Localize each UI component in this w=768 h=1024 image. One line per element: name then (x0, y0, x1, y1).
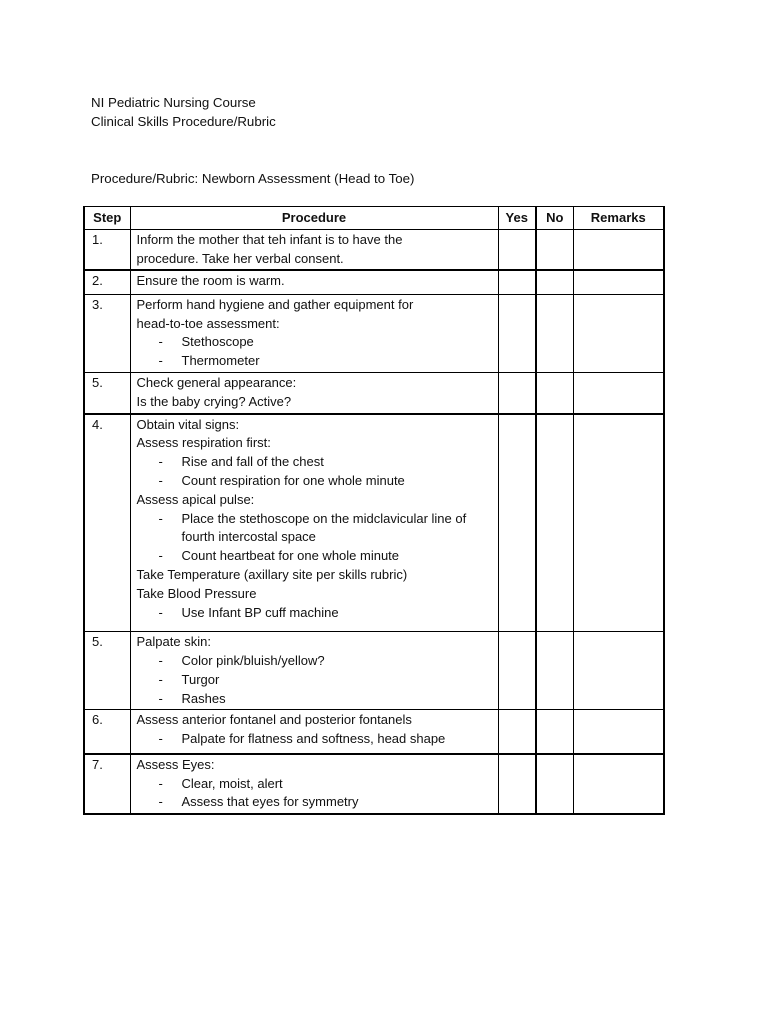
procedure-line: Obtain vital signs: (136, 416, 240, 432)
procedure-line: Is the baby crying? Active? (136, 393, 292, 409)
procedure-line: Assess Eyes: (136, 756, 215, 772)
table-row (84, 294, 664, 372)
no-cell[interactable] (536, 414, 573, 632)
procedure-bullet-item: - Turgor (137, 671, 492, 690)
procedure-title: Procedure/Rubric: Newborn Assessment (Head to Toe) (91, 171, 415, 186)
procedure-bullet-item: - Clear, moist, alert (137, 775, 492, 794)
step-number: 5. (84, 632, 130, 710)
yes-cell[interactable] (498, 294, 536, 372)
procedure-line: Take Blood Pressure (136, 585, 257, 601)
course-name: NI Pediatric Nursing Course (91, 95, 256, 110)
document-subtitle: Clinical Skills Procedure/Rubric (91, 114, 276, 129)
remarks-cell[interactable] (573, 414, 664, 632)
no-cell[interactable] (536, 710, 573, 754)
no-cell[interactable] (536, 294, 573, 372)
step-number: 4. (84, 414, 130, 632)
step-number: 2. (84, 270, 130, 294)
step-number: 5. (84, 373, 130, 414)
procedure-line: Ensure the room is warm. (136, 273, 285, 289)
yes-cell[interactable] (498, 373, 536, 414)
yes-cell[interactable] (498, 632, 536, 710)
yes-cell[interactable] (498, 710, 536, 754)
procedure-line: Assess anterior fontanel and posterior fontanels (136, 712, 412, 728)
procedure-cell (130, 632, 498, 710)
table-row (84, 754, 664, 814)
procedure-line: Assess respiration first: (136, 435, 271, 451)
table-row (84, 710, 664, 754)
column-header-step: Step (84, 207, 130, 230)
no-cell[interactable] (536, 270, 573, 294)
procedure-line: Take Temperature (axillary site per skills rubric) (136, 567, 408, 583)
procedure-bullet-item: - Palpate for flatness and softness, head shape (137, 730, 492, 749)
procedure-line: Assess apical pulse: (136, 491, 255, 507)
procedure-cell (130, 229, 498, 270)
remarks-cell[interactable] (573, 270, 664, 294)
procedure-bullet-item: - Count respiration for one whole minute (137, 472, 492, 491)
column-header-procedure: Procedure (130, 207, 498, 230)
procedure-cell (130, 294, 498, 372)
procedure-cell (130, 754, 498, 814)
step-number: 7. (84, 754, 130, 814)
rubric-table (83, 206, 665, 815)
step-number: 6. (84, 710, 130, 754)
procedure-line: head-to-toe assessment: (136, 315, 280, 331)
table-header-row (84, 207, 664, 230)
table-row (84, 632, 664, 710)
remarks-cell[interactable] (573, 373, 664, 414)
document-header (91, 93, 276, 131)
step-number: 3. (84, 294, 130, 372)
table-row (84, 373, 664, 414)
remarks-cell[interactable] (573, 710, 664, 754)
procedure-bullet-item: - Rashes (137, 690, 492, 709)
procedure-bullet-item: - Color pink/bluish/yellow? (137, 652, 492, 671)
yes-cell[interactable] (498, 754, 536, 814)
remarks-cell[interactable] (573, 754, 664, 814)
remarks-cell[interactable] (573, 294, 664, 372)
yes-cell[interactable] (498, 414, 536, 632)
procedure-bullet-item: - Stethoscope (137, 333, 492, 352)
remarks-cell[interactable] (573, 632, 664, 710)
procedure-bullet-item: - Rise and fall of the chest (137, 453, 492, 472)
no-cell[interactable] (536, 373, 573, 414)
procedure-line: Palpate skin: (136, 634, 211, 650)
no-cell[interactable] (536, 229, 573, 270)
column-header-no: No (536, 207, 573, 230)
step-number: 1. (84, 229, 130, 270)
procedure-cell (130, 270, 498, 294)
table-row (84, 229, 664, 270)
procedure-bullet-item: - Thermometer (137, 352, 492, 371)
column-header-remarks: Remarks (573, 207, 664, 230)
no-cell[interactable] (536, 632, 573, 710)
procedure-cell (130, 373, 498, 414)
no-cell[interactable] (536, 754, 573, 814)
procedure-line: Check general appearance: (136, 375, 297, 391)
procedure-cell (130, 414, 498, 632)
procedure-bullet-item: - Assess that eyes for symmetry (137, 793, 492, 812)
remarks-cell[interactable] (573, 229, 664, 270)
column-header-yes: Yes (498, 207, 536, 230)
procedure-bullet-item: - Place the stethoscope on the midclavicular line of fourth intercostal space (137, 510, 492, 548)
procedure-line: Inform the mother that teh infant is to have the (136, 231, 403, 247)
procedure-bullet-item: - Use Infant BP cuff machine (137, 604, 492, 623)
procedure-bullet-item: - Count heartbeat for one whole minute (137, 547, 492, 566)
yes-cell[interactable] (498, 270, 536, 294)
table-row (84, 414, 664, 632)
table-row (84, 270, 664, 294)
rubric-body (84, 229, 664, 814)
procedure-line: procedure. Take her verbal consent. (136, 250, 344, 266)
procedure-cell (130, 710, 498, 754)
procedure-line: Perform hand hygiene and gather equipment for (136, 296, 414, 312)
yes-cell[interactable] (498, 229, 536, 270)
